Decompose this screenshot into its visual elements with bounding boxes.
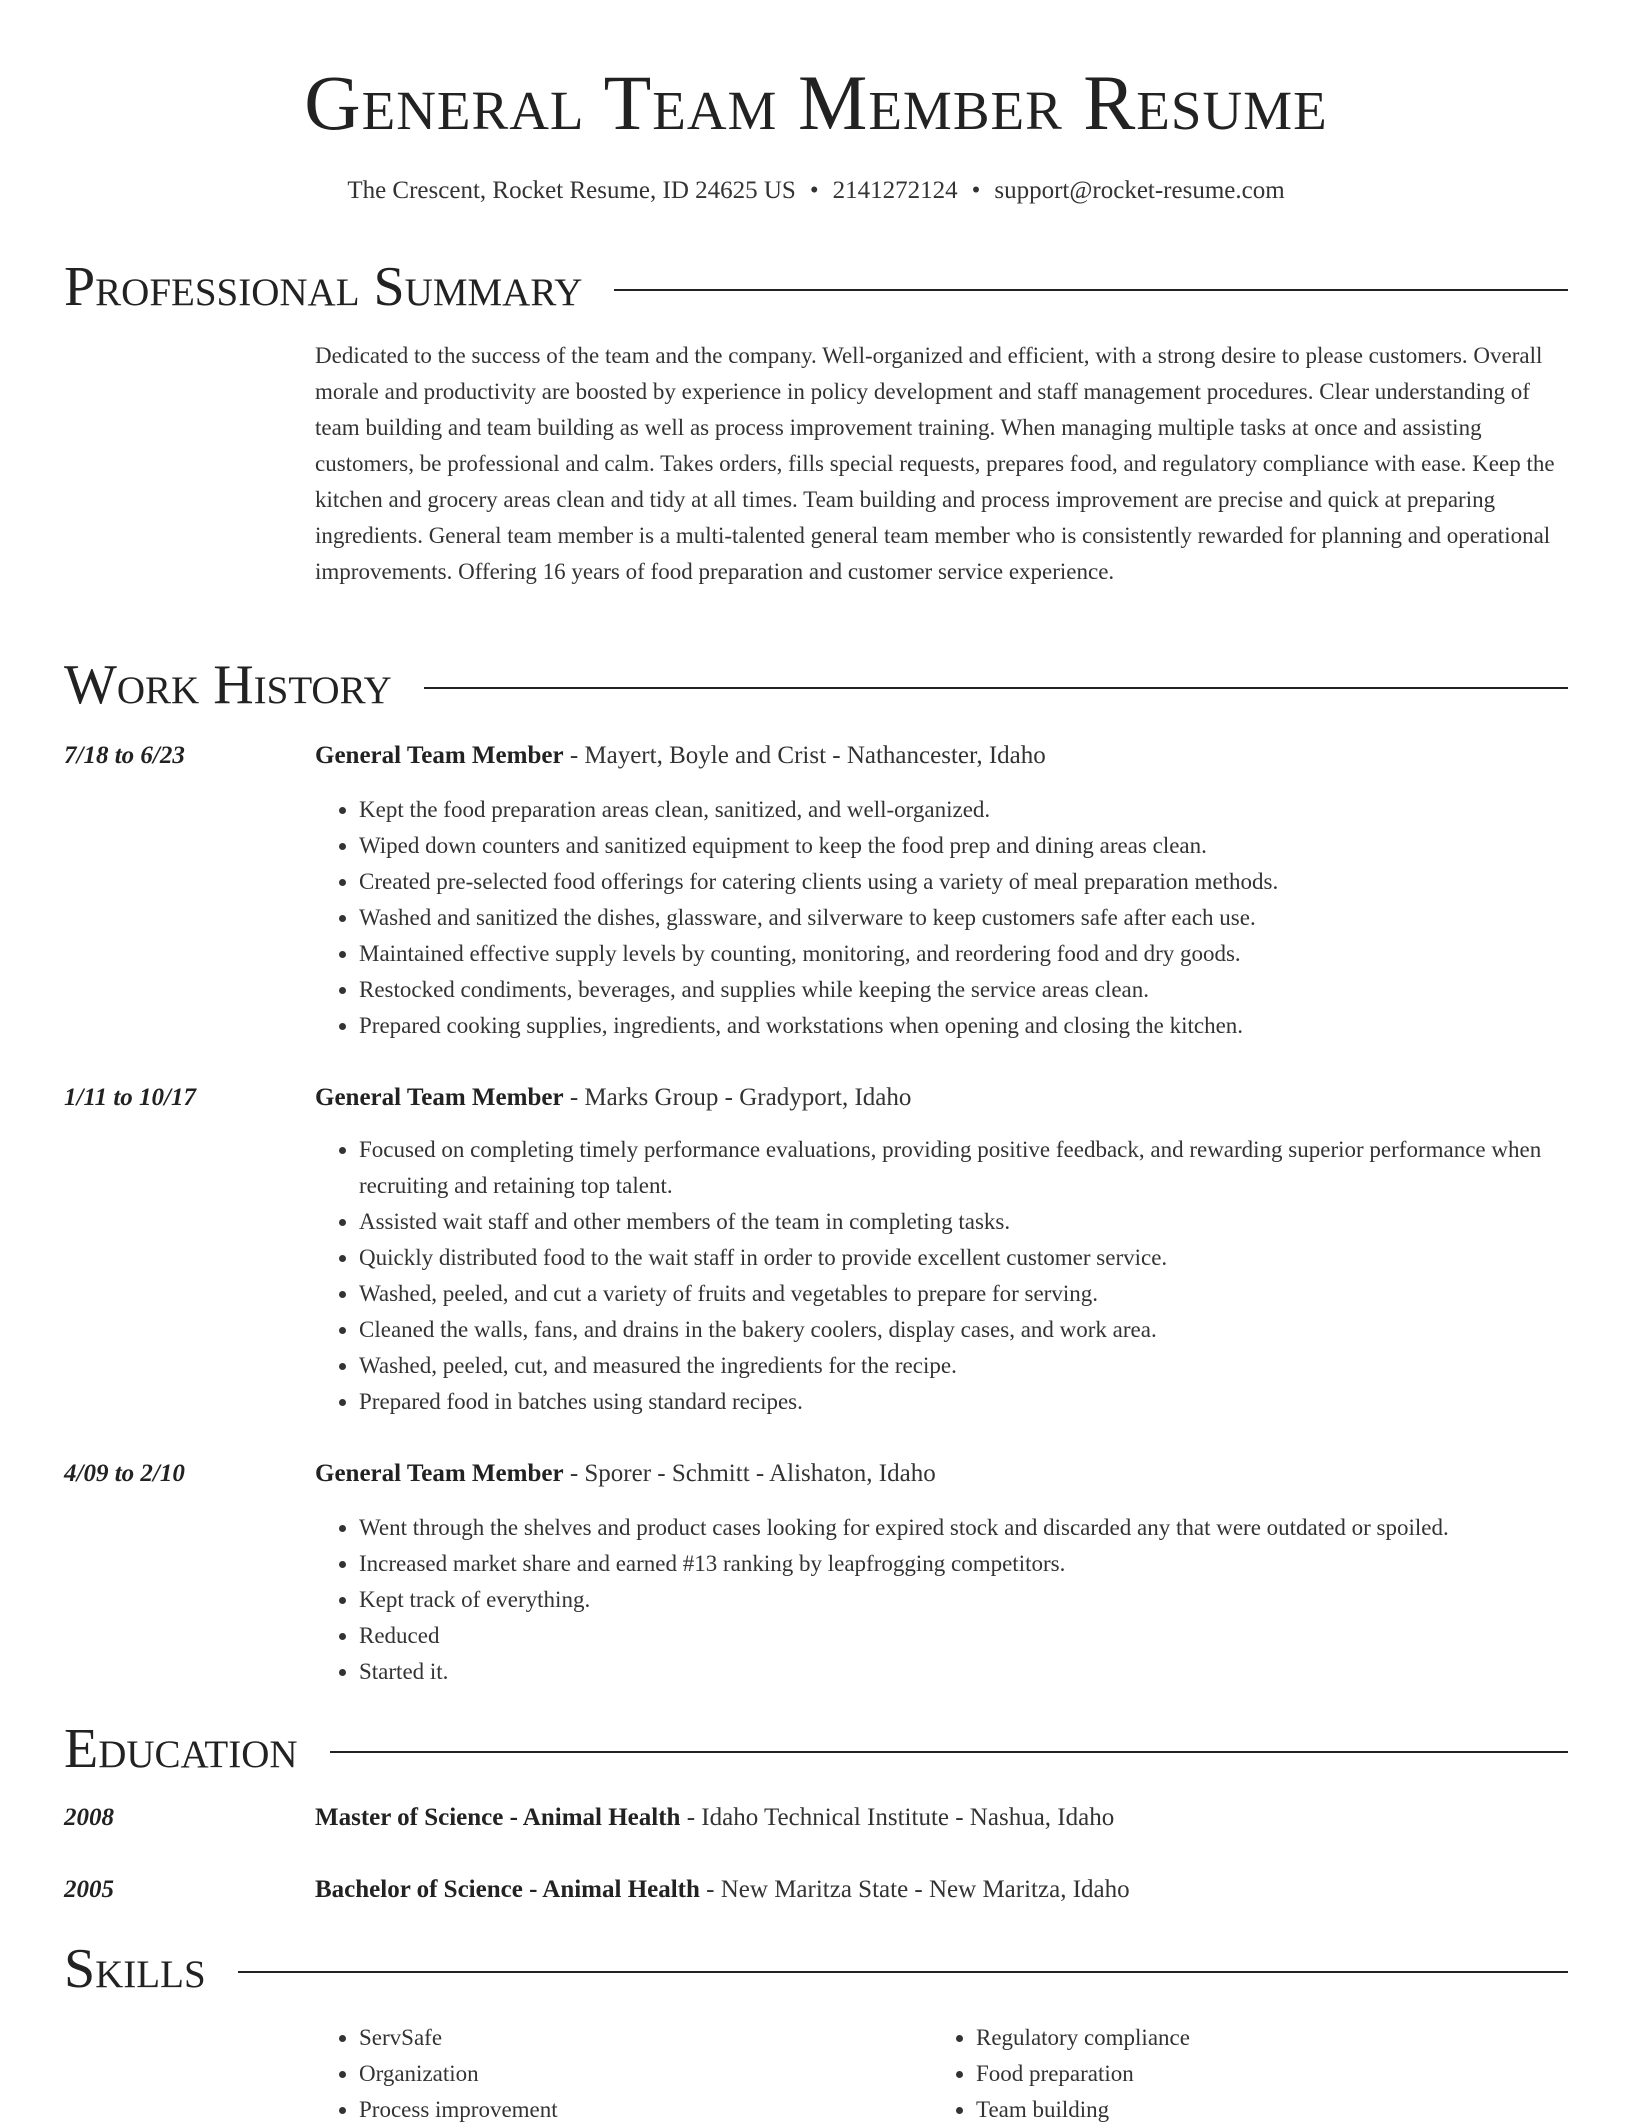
list-item: • Kept the food preparation areas clean, sanitized, and well-organized. [359, 792, 1568, 828]
summary-paragraph: Dedicated to the success of the team and the company. Well-organized and efficient, with a strong desire to please customers. Overall morale and productivity are boosted by experience in policy development and staff management procedures. Clear understanding of team building and team building as well as process improvement training. When managing multiple tasks at once and assisting customers, be professional and calm. Takes orders, fills special requests, prepares food, and regulatory compliance with ease. Keep the kitchen and grocery areas clean and tidy at all times. Team building and process improvement are precise and quick at preparing ingredients. General team member is a multi-talented general team member who is consistently rewarded for planning and operational improvements. Offering 16 years of food preparation and customer service experience. [315, 343, 1555, 584]
section-heading-skills [64, 1934, 1568, 2004]
education-heading [315, 1872, 1568, 1908]
list-item: • Assisted wait staff and other members of the team in completing tasks. [359, 1204, 1568, 1240]
section-divider [424, 687, 1568, 689]
section-heading-education [64, 1714, 1568, 1784]
job-role: General Team Member [315, 1460, 564, 1487]
job-heading [315, 1456, 1568, 1492]
skill-item: • ServSafe [359, 2020, 915, 2056]
job-dates: 4/09 to 2/10 [64, 1460, 185, 1487]
skill-item: • Team building [976, 2092, 1532, 2128]
resume-title: General Team Member Resume [304, 59, 1328, 146]
list-item: • Started it. [359, 1654, 1568, 1690]
education-year: 2008 [64, 1804, 114, 1831]
skill-item: • Regulatory compliance [976, 2020, 1532, 2056]
list-item: • Washed, peeled, cut, and measured the ingredients for the recipe. [359, 1348, 1568, 1384]
list-item: • Created pre-selected food offerings for catering clients using a variety of meal preparation methods. [359, 864, 1568, 900]
education-degree: Bachelor of Science - Animal Health [315, 1876, 700, 1903]
section-divider [614, 289, 1568, 291]
list-item: • Prepared food in batches using standard recipes. [359, 1384, 1568, 1420]
job-role: General Team Member [315, 1084, 564, 1111]
list-item: • Restocked condiments, beverages, and supplies while keeping the service areas clean. [359, 972, 1568, 1008]
job-dates: 1/11 to 10/17 [64, 1084, 196, 1111]
job-details: - Mayert, Boyle and Crist - Nathancester, Idaho [563, 742, 1046, 769]
list-item: • Maintained effective supply levels by counting, monitoring, and reordering food and dry goods. [359, 936, 1568, 972]
section-title: Education [64, 1718, 298, 1780]
section-heading-summary [64, 252, 1568, 322]
list-item: • Quickly distributed food to the wait staff in order to provide excellent customer service. [359, 1240, 1568, 1276]
section-title: Professional Summary [64, 256, 583, 318]
education-details: - Idaho Technical Institute - Nashua, Idaho [680, 1804, 1115, 1831]
education-heading [315, 1800, 1568, 1836]
contact-email: support@rocket-resume.com [994, 177, 1285, 204]
education-details: - New Maritza State - New Maritza, Idaho [699, 1876, 1130, 1903]
job-heading [315, 1080, 1568, 1116]
job-details: - Marks Group - Gradyport, Idaho [563, 1084, 912, 1111]
list-item: • Prepared cooking supplies, ingredients, and workstations when opening and closing the kitchen. [359, 1008, 1568, 1044]
list-item: • Focused on completing timely performance evaluations, providing positive feedback, and rewarding superior performance when recruiting and retaining top talent. [359, 1132, 1568, 1204]
job-heading [315, 738, 1568, 774]
list-item: • Kept track of everything. [359, 1582, 1568, 1618]
section-divider [238, 1971, 1568, 1973]
list-item: • Wiped down counters and sanitized equipment to keep the food prep and dining areas clean. [359, 828, 1568, 864]
job-bullets [315, 1510, 1568, 1690]
job-role: General Team Member [315, 742, 564, 769]
list-item: • Washed, peeled, and cut a variety of fruits and vegetables to prepare for serving. [359, 1276, 1568, 1312]
list-item: • Reduced [359, 1618, 1568, 1654]
skill-item: • Process improvement [359, 2092, 915, 2128]
section-title: Skills [64, 1938, 206, 2000]
job-details: - Sporer - Schmitt - Alishaton, Idaho [563, 1460, 936, 1487]
job-bullets [315, 792, 1568, 1044]
list-item: • Cleaned the walls, fans, and drains in the bakery coolers, display cases, and work area. [359, 1312, 1568, 1348]
list-item: • Went through the shelves and product cases looking for expired stock and discarded any that were outdated or spoiled. [359, 1510, 1568, 1546]
contact-line [0, 174, 1632, 208]
contact-separator: • [971, 177, 981, 204]
section-title: Work History [64, 654, 392, 716]
job-dates: 7/18 to 6/23 [64, 742, 185, 769]
job-bullets [315, 1132, 1568, 1420]
contact-phone: 2141272124 [832, 177, 958, 204]
section-heading-work [64, 650, 1568, 720]
list-item: • Increased market share and earned #13 ranking by leapfrogging competitors. [359, 1546, 1568, 1582]
list-item: • Washed and sanitized the dishes, glassware, and silverware to keep customers safe after each use. [359, 900, 1568, 936]
section-divider [330, 1751, 1568, 1753]
contact-address: The Crescent, Rocket Resume, ID 24625 US [347, 177, 796, 204]
education-degree: Master of Science - Animal Health [315, 1804, 681, 1831]
skill-item: • Food preparation [976, 2056, 1532, 2092]
skill-item: • Organization [359, 2056, 915, 2092]
education-year: 2005 [64, 1876, 114, 1903]
contact-separator: • [809, 177, 819, 204]
